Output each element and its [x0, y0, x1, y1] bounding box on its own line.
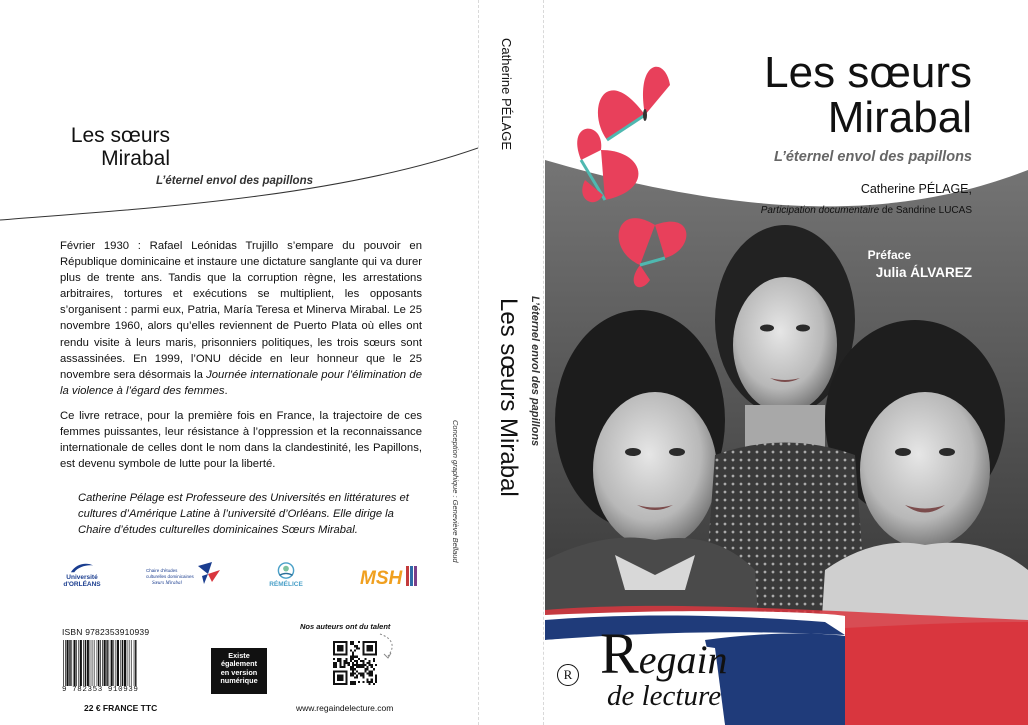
- publisher-name-line2: de lecture: [607, 680, 722, 712]
- website-link[interactable]: www.regaindelecture.com: [296, 703, 394, 713]
- front-title-line1: Les sœurs: [764, 48, 972, 97]
- design-credit: Conception graphique : Geneviève Bellaud: [451, 420, 460, 563]
- front-cover: [545, 0, 1028, 725]
- back-cover: [0, 0, 478, 725]
- qr-code[interactable]: [333, 641, 377, 685]
- svg-text:Chaire d'études: Chaire d'études: [146, 568, 178, 573]
- spine-author: Catherine PÉLAGE: [499, 38, 514, 151]
- front-author: Catherine PÉLAGE,: [860, 182, 972, 196]
- front-title: [712, 50, 972, 140]
- back-title-line1: Les sœurs: [70, 124, 170, 147]
- spine-subtitle: L’éternel envol des papillons: [529, 296, 541, 447]
- barcode: [62, 640, 138, 686]
- back-subtitle: L’éternel envol des papillons: [156, 175, 313, 187]
- preface-label: Préface: [867, 248, 911, 262]
- chaire-mirabal-logo: [146, 562, 222, 588]
- barcode-digits: 9 782353 910939: [62, 686, 139, 694]
- back-summary: [60, 238, 422, 481]
- arrow-icon: [376, 632, 400, 662]
- svg-text:MSH: MSH: [360, 568, 403, 588]
- summary-paragraph-1: Février 1930 : Rafael Leónidas Trujillo s’empare du pouvoir en République dominicaine et instaure une dictature sanglante qui va durer plus de trente ans. Tandis que la corruption règne, les arrestations arbitraires, tortures et exécutions se multiplient, les opposants s’organisent : parmi eux, Patria, María Teresa et Minerva Mirabal. Le 25 novembre 1960, alors qu’elles reviennent de Puerto Plata où elles ont rendu visite à leurs maris, prisonniers politiques, les trois sœurs sont assassinées. En 1999, l’ONU décide en leur honneur que le 25 novembre sera désormais la Journée internationale pour l’élimination de la violence à l’égard des femmes.: [60, 240, 422, 397]
- svg-text:Sœurs Mirabal: Sœurs Mirabal: [152, 581, 182, 586]
- back-title: [60, 124, 170, 170]
- author-bio: Catherine Pélage est Professeure des Universités en littératures et cultures d’Amérique Latine à l’université d’Orléans. Elle dirige la Chaire d’études culturelles dominicaines Sœurs Mirabal.: [78, 492, 409, 536]
- registered-mark-icon: R: [557, 664, 579, 686]
- summary-paragraph-2: Ce livre retrace, pour la première fois en France, la trajectoire de ces femmes puissantes, leur résistance à l’oppression et la reconnaissance internationale de celles dont le nom dans la clandestinité, les Papillons, est devenu symbole de lutte pour la liberté.: [60, 409, 422, 471]
- svg-text:culturelles dominicaines: culturelles dominicaines: [146, 574, 194, 579]
- remelice-logo: RÉMÉLICE: [262, 562, 310, 588]
- preface-name: Julia ÁLVAREZ: [875, 265, 972, 280]
- talent-tagline: Nos auteurs ont du talent: [300, 622, 391, 631]
- front-title-line2: Mirabal: [827, 93, 972, 142]
- msh-logo: [360, 562, 418, 588]
- front-subtitle: L’éternel envol des papillons: [774, 149, 972, 165]
- price: 22 € FRANCE TTC: [84, 703, 158, 713]
- msh-mark-icon: [360, 562, 418, 588]
- ebook-badge: Existe également en version numérique: [211, 648, 267, 694]
- orleans-swoosh-icon: [67, 562, 97, 574]
- publisher-name: Regain: [600, 621, 728, 686]
- spine-title: Les sœurs Mirabal: [495, 298, 522, 497]
- orleans-logo: Université d'ORLÉANS: [62, 562, 102, 588]
- isbn: ISBN 9782353910939: [62, 627, 150, 637]
- tree-book-icon: [273, 562, 299, 581]
- front-collaboration: Participation documentaire de Sandrine LUCAS: [760, 205, 972, 216]
- back-title-line2: Mirabal: [101, 147, 170, 170]
- chaire-butterfly-icon: [146, 562, 222, 588]
